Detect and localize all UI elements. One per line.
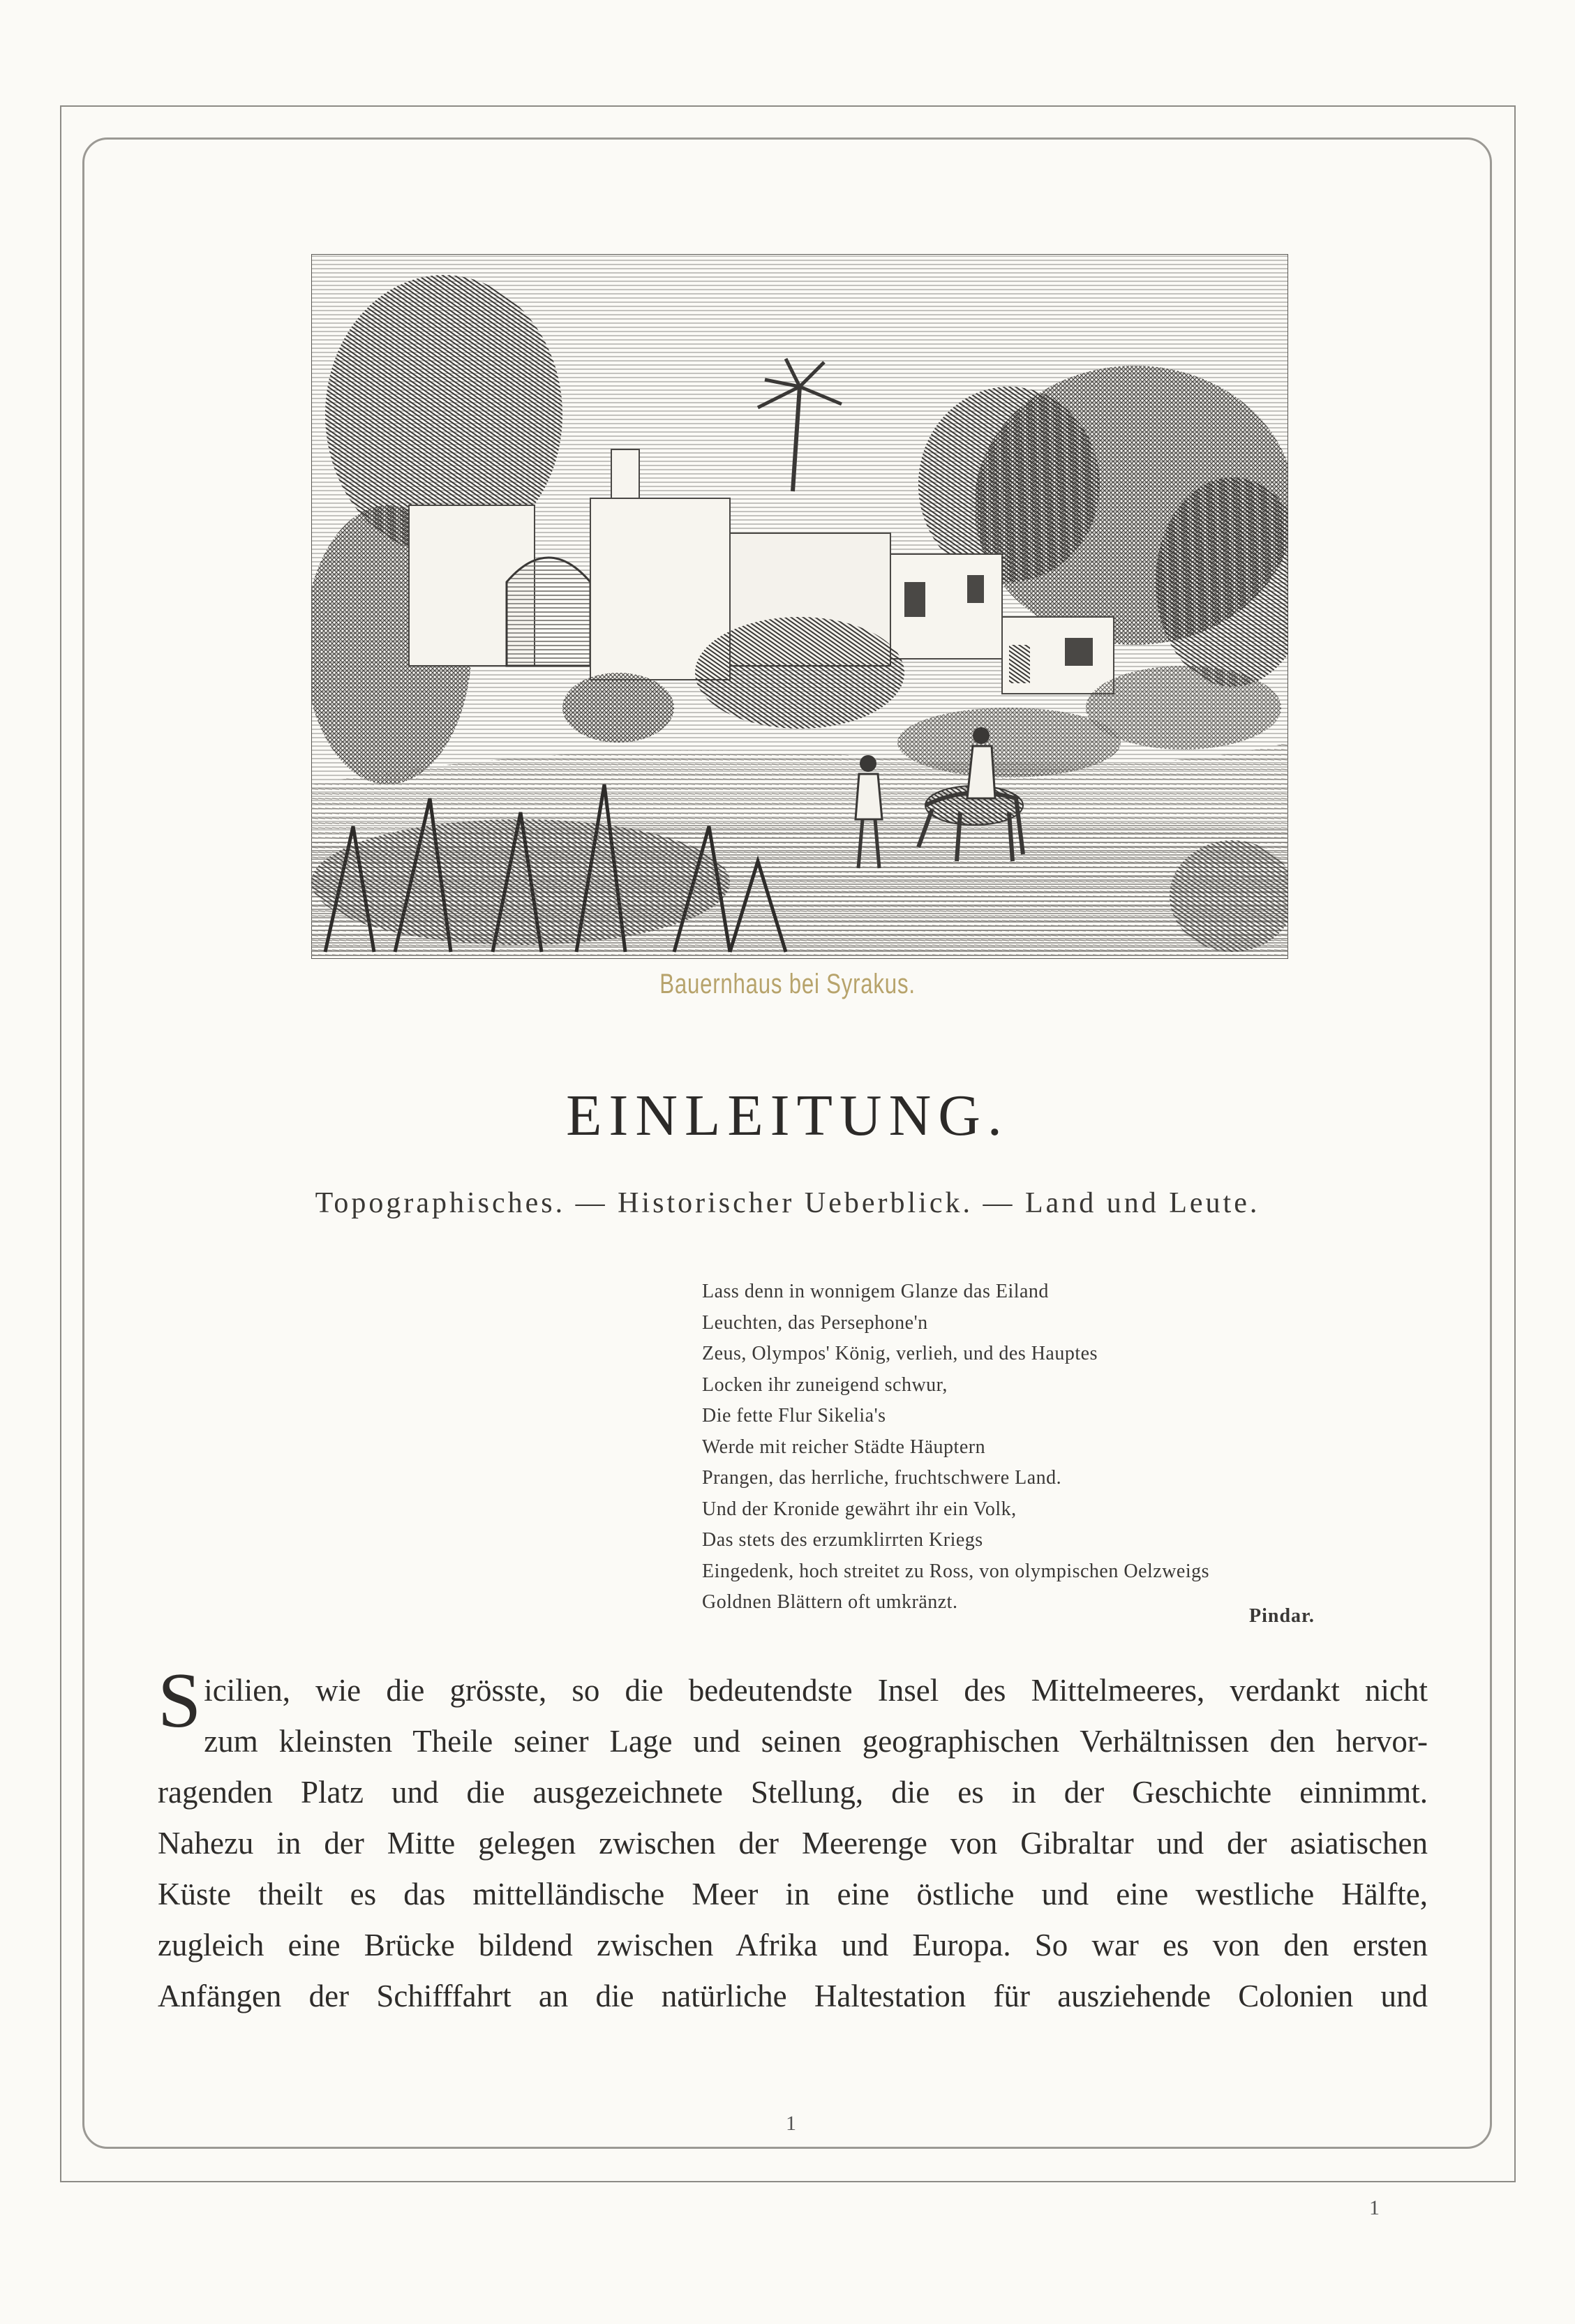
poem-line: Und der Kronide gewährt ihr ein Volk, [702, 1498, 1017, 1520]
body-line: zugleich eine Brücke bildend zwischen Afrika und Europa. So war es von den ersten [158, 1928, 1428, 1962]
body-paragraph [158, 1658, 1428, 2022]
poem-line: Lass denn in wonnigem Glanze das Eiland [702, 1281, 1049, 1302]
illustration-caption: Bauernhaus bei Syrakus. [659, 969, 916, 999]
poem-line: Leuchten, das Persephone'n [702, 1311, 928, 1334]
chapter-title: EINLEITUNG. [566, 1083, 1009, 1148]
poem-line: Werde mit reicher Städte Häuptern [702, 1436, 986, 1458]
page-number-inner: 1 [786, 2112, 796, 2135]
poem-line: Locken ihr zuneigend schwur, [702, 1373, 948, 1396]
drop-cap: S [158, 1658, 202, 1744]
engraving-farmhouse-illustration [311, 254, 1288, 959]
body-line: Nahezu in der Mitte gelegen zwischen der Meerenge von Gibraltar und der asiatischen [158, 1826, 1428, 1861]
body-first-line: icilien, wie die grösste, so die bedeutendste Insel des Mittelmeeres, verdankt nicht [204, 1673, 1428, 1708]
body-line: ragenden Platz und die ausgezeichnete Stellung, die es in der Geschichte einnimmt. [158, 1775, 1428, 1810]
epigraph-poem [702, 1276, 1400, 1618]
page-number-outer: 1 [1369, 2196, 1380, 2219]
body-line: zum kleinsten Theile seiner Lage und seinen geographischen Verhältnissen den hervor- [204, 1724, 1428, 1759]
chapter-subtitle: Topographisches. — Historischer Ueberblick. — Land und Leute. [315, 1187, 1260, 1219]
body-line: Anfängen der Schifffahrt an die natürliche Haltestation für ausziehende Colonien und [158, 1979, 1428, 2013]
poem-line: Prangen, das herrliche, fruchtschwere Land. [702, 1467, 1062, 1489]
body-line: Küste theilt es das mittelländische Meer in eine östliche und eine westliche Hälfte, [158, 1877, 1428, 1912]
poem-line: Eingedenk, hoch streitet zu Ross, von olympischen Oelzweigs [702, 1560, 1210, 1582]
poem-line: Goldnen Blättern oft umkränzt. [702, 1591, 958, 1613]
poem-line: Das stets des erzumklirrten Kriegs [702, 1529, 983, 1551]
poem-line: Die fette Flur Sikelia's [702, 1405, 886, 1427]
poem-line: Zeus, Olympos' König, verlieh, und des Hauptes [702, 1343, 1098, 1364]
epigraph-author: Pindar. [1249, 1605, 1315, 1627]
